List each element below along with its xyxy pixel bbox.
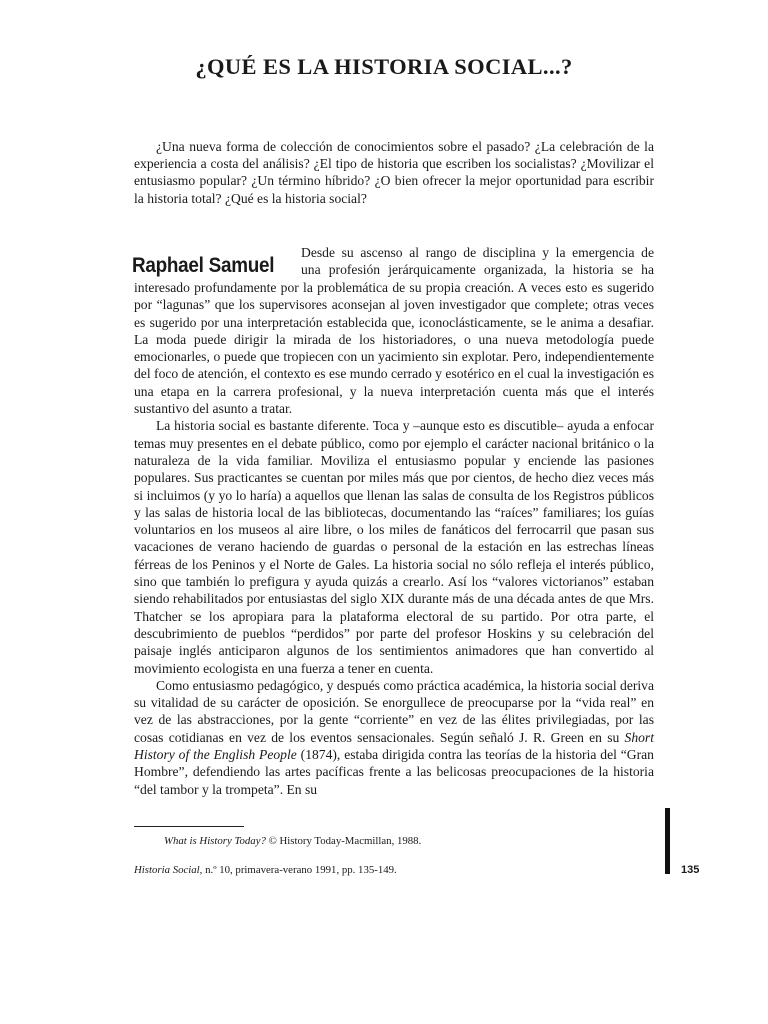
article-body <box>134 279 654 798</box>
footnote-source: What is History Today? <box>164 835 266 847</box>
page-title: ¿QUÉ ES LA HISTORIA SOCIAL...? <box>195 54 573 79</box>
citation-details: n.º 10, primavera-verano 1991, pp. 135-149. <box>202 864 397 876</box>
journal-citation <box>134 864 397 876</box>
second-paragraph: La historia social es bastante diferente. Toca y –aunque esto es discutible– ayuda a enfocar temas muy presentes en el debate público, como por ejemplo el carácter nacional británico o la naturaleza de la vida familiar. Moviliza el entusiasmo popular y enciende las pasiones populares. Sus practicantes se cuentan por miles más que por cientos, de hecho diez veces más si incluimos (y yo lo haría) a aquellos que llenan las salas de consulta de los Registros públicos y las salas de historia local de las bibliotecas, documentando las “raíces” familiares; los guías voluntarios en los museos al aire libre, o los miles de fanáticos del ferrocarril que pasan sus vacaciones de verano haciendo de guardas o personal de la estación en las estrechas líneas férreas de los Peninos y el Norte de Gales. La historia social no sólo refleja el interés público, sino que también lo prefigura y ayuda quizás a crearlo. Así los “valores victorianos” estaban siendo rehabilitados por entusiastas del siglo XIX durante más de una década antes de que Mrs. Thatcher se los apropiara para la plataforma electoral de su partido. Por otra parte, el descubrimiento de pueblos “perdidos” por parte del profesor Hoskins y su celebración del paisaje inglés anticiparon algunos de los sentimientos animadores que han convertido al movimiento ecologista en una fuerza a tener en cuenta. <box>134 418 654 676</box>
journal-name: Historia Social, <box>134 864 203 876</box>
first-paragraph-line-2: una profesión jerárquicamente organizada, la historia se ha <box>301 262 654 277</box>
third-paragraph-text-end: (1874), estaba dirigida contra las teorías de la historia del “Gran Hombre”, defendiendo las artes pacíficas frente a las belicosas preocupaciones de la historia “del tambor y la trompeta”. En su <box>134 747 654 797</box>
footnote <box>164 835 421 847</box>
footnote-divider <box>134 826 244 827</box>
intro-abstract: ¿Una nueva forma de colección de conocimientos sobre el pasado? ¿La celebración de la experiencia a costa del análisis? ¿El tipo de historia que escriben los socialistas? ¿Movilizar el entusiasmo popular? ¿Un término híbrido? ¿O bien ofrecer la mejor oportunidad para escribir la historia total? ¿Qué es la historia social? <box>134 139 654 206</box>
page-number: 135 <box>681 864 700 876</box>
third-paragraph <box>134 677 654 798</box>
first-paragraph-continuation: interesado profundamente por la problemática de su propia creación. A veces esto es sugerido por “lagunas” que los supervisores aconsejan al joven investigador que complete; otras veces es sugerido por una interpretación establecida que, iconoclásticamente, se le anima a desafiar. La moda puede dirigir la mirada de los historiadores, o una nueva metodología puede emocionarles, o puede que tropiecen con un yacimiento sin explotar. Pero, independientemente del foco de atención, el contexto es ese mundo cerrado y esotérico en el cual la investigación es una etapa en la carrera profesional, y la nueva interpretación cuenta más que el interés sustantivo del asunto a tratar. <box>134 280 654 417</box>
book-title: Short History of the English People <box>134 729 654 763</box>
footnote-credit: © History Today-Macmillan, 1988. <box>265 835 422 847</box>
author-name: Raphael Samuel <box>132 254 275 277</box>
margin-bar <box>665 808 670 874</box>
first-paragraph-line-1: Desde su ascenso al rango de disciplina y la emergencia de <box>301 245 654 260</box>
third-paragraph-text-start: Como entusiasmo pedagógico, y después como práctica académica, la historia social deriva su vitalidad de su carácter de oposición. Se enorgullece de preocuparse por la “vida real” en vez de las abstracciones, por la gente “corriente” en vez de las élites privilegiadas, por las cosas cotidianas en vez de los eventos sensacionales. Según señaló J. R. Green en su <box>134 677 654 745</box>
